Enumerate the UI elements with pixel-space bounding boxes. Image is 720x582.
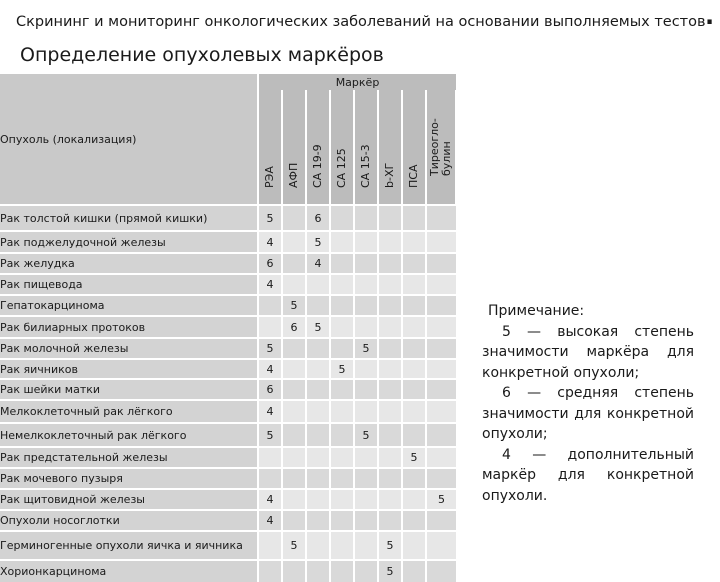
marker-value-cell bbox=[330, 423, 354, 447]
table-row bbox=[0, 253, 456, 274]
marker-value-cell: 5 bbox=[258, 205, 282, 231]
marker-value-cell bbox=[282, 274, 306, 295]
marker-value-cell bbox=[282, 205, 306, 231]
note-title: Примечание: bbox=[488, 303, 585, 319]
marker-value-cell bbox=[330, 253, 354, 274]
note-box bbox=[482, 301, 694, 506]
tumor-name: Гепатокарцинома bbox=[0, 295, 258, 316]
marker-name: ПСА bbox=[407, 164, 420, 188]
tumor-column-header: Опухоль (локализация) bbox=[0, 74, 258, 205]
marker-value-cell bbox=[306, 400, 330, 423]
marker-value-cell: 4 bbox=[258, 274, 282, 295]
marker-value-cell bbox=[306, 274, 330, 295]
marker-value-cell: 5 bbox=[354, 338, 378, 359]
marker-value-cell bbox=[426, 295, 456, 316]
marker-value-cell bbox=[282, 359, 306, 379]
tumor-name: Рак желудка bbox=[0, 253, 258, 274]
marker-header-8 bbox=[426, 90, 456, 205]
marker-value-cell: 5 bbox=[426, 489, 456, 510]
marker-value-cell bbox=[378, 231, 402, 253]
table-row bbox=[0, 423, 456, 447]
marker-value-cell bbox=[402, 423, 426, 447]
marker-value-cell bbox=[426, 359, 456, 379]
marker-value-cell bbox=[402, 316, 426, 338]
tumor-name: Рак толстой кишки (прямой кишки) bbox=[0, 205, 258, 231]
table-row bbox=[0, 338, 456, 359]
marker-value-cell bbox=[426, 274, 456, 295]
marker-name: РЭА bbox=[263, 166, 276, 188]
marker-value-cell: 4 bbox=[258, 400, 282, 423]
marker-value-cell: 4 bbox=[258, 489, 282, 510]
marker-value-cell: 5 bbox=[306, 316, 330, 338]
marker-header-6 bbox=[378, 90, 402, 205]
marker-value-cell bbox=[282, 560, 306, 582]
marker-header-1 bbox=[258, 90, 282, 205]
table-row bbox=[0, 447, 456, 468]
marker-value-cell bbox=[354, 468, 378, 489]
marker-value-cell bbox=[402, 468, 426, 489]
marker-value-cell: 5 bbox=[378, 531, 402, 560]
marker-value-cell bbox=[258, 560, 282, 582]
marker-value-cell bbox=[330, 468, 354, 489]
marker-value-cell bbox=[306, 489, 330, 510]
table-row bbox=[0, 295, 456, 316]
marker-value-cell bbox=[306, 447, 330, 468]
marker-value-cell bbox=[378, 423, 402, 447]
marker-value-cell bbox=[402, 295, 426, 316]
marker-value-cell bbox=[402, 379, 426, 400]
marker-value-cell bbox=[426, 468, 456, 489]
marker-value-cell bbox=[378, 489, 402, 510]
marker-value-cell bbox=[354, 489, 378, 510]
marker-value-cell bbox=[306, 468, 330, 489]
marker-value-cell: 4 bbox=[258, 359, 282, 379]
marker-value-cell bbox=[306, 531, 330, 560]
marker-value-cell bbox=[378, 253, 402, 274]
marker-value-cell: 5 bbox=[402, 447, 426, 468]
tumor-marker-table bbox=[0, 74, 457, 582]
marker-value-cell bbox=[354, 560, 378, 582]
tumor-name: Рак поджелудочной железы bbox=[0, 231, 258, 253]
marker-value-cell bbox=[330, 400, 354, 423]
marker-value-cell bbox=[426, 510, 456, 531]
table-row bbox=[0, 231, 456, 253]
marker-value-cell bbox=[426, 531, 456, 560]
marker-value-cell bbox=[306, 560, 330, 582]
marker-header-7 bbox=[402, 90, 426, 205]
marker-header-3 bbox=[306, 90, 330, 205]
marker-value-cell bbox=[258, 316, 282, 338]
table-row bbox=[0, 400, 456, 423]
marker-value-cell bbox=[282, 400, 306, 423]
marker-value-cell bbox=[378, 510, 402, 531]
marker-value-cell bbox=[354, 359, 378, 379]
marker-value-cell bbox=[426, 316, 456, 338]
marker-value-cell: 4 bbox=[306, 253, 330, 274]
marker-value-cell bbox=[282, 468, 306, 489]
marker-value-cell bbox=[354, 447, 378, 468]
marker-value-cell bbox=[330, 316, 354, 338]
tumor-name: Рак яичников bbox=[0, 359, 258, 379]
marker-value-cell bbox=[426, 400, 456, 423]
marker-value-cell bbox=[426, 423, 456, 447]
tumor-name: Рак мочевого пузыря bbox=[0, 468, 258, 489]
marker-value-cell: 5 bbox=[330, 359, 354, 379]
marker-value-cell bbox=[354, 316, 378, 338]
table-row bbox=[0, 274, 456, 295]
marker-value-cell bbox=[330, 489, 354, 510]
marker-value-cell bbox=[354, 510, 378, 531]
marker-value-cell bbox=[330, 531, 354, 560]
marker-value-cell bbox=[306, 423, 330, 447]
marker-value-cell bbox=[426, 560, 456, 582]
tumor-name: Мелкоклеточный рак лёгкого bbox=[0, 400, 258, 423]
marker-name: СА 15-3 bbox=[359, 144, 372, 188]
marker-value-cell: 5 bbox=[378, 560, 402, 582]
marker-value-cell bbox=[402, 400, 426, 423]
marker-value-cell bbox=[378, 379, 402, 400]
table-row bbox=[0, 510, 456, 531]
marker-value-cell bbox=[306, 295, 330, 316]
marker-value-cell bbox=[258, 531, 282, 560]
marker-value-cell bbox=[282, 510, 306, 531]
marker-header-5 bbox=[354, 90, 378, 205]
slide-subtitle: Определение опухолевых маркёров bbox=[20, 44, 384, 66]
marker-value-cell bbox=[402, 253, 426, 274]
tumor-name: Немелкоклеточный рак лёгкого bbox=[0, 423, 258, 447]
marker-value-cell bbox=[330, 379, 354, 400]
marker-group-header: Маркёр bbox=[258, 74, 456, 90]
table-row bbox=[0, 531, 456, 560]
marker-value-cell bbox=[330, 295, 354, 316]
marker-value-cell bbox=[378, 338, 402, 359]
marker-value-cell bbox=[378, 316, 402, 338]
marker-value-cell bbox=[354, 295, 378, 316]
marker-name: СА 125 bbox=[335, 148, 348, 188]
marker-value-cell bbox=[426, 205, 456, 231]
marker-value-cell: 5 bbox=[258, 423, 282, 447]
marker-value-cell bbox=[282, 489, 306, 510]
marker-value-cell bbox=[426, 379, 456, 400]
marker-value-cell bbox=[426, 231, 456, 253]
marker-value-cell bbox=[378, 295, 402, 316]
marker-value-cell: 5 bbox=[354, 423, 378, 447]
marker-value-cell bbox=[282, 338, 306, 359]
marker-value-cell: 5 bbox=[282, 295, 306, 316]
marker-value-cell bbox=[354, 400, 378, 423]
marker-value-cell bbox=[306, 338, 330, 359]
marker-value-cell bbox=[258, 447, 282, 468]
slide-title: Скрининг и мониторинг онкологических заболеваний на основании выполняемых тестов bbox=[16, 14, 706, 30]
table-row bbox=[0, 489, 456, 510]
marker-value-cell: 6 bbox=[306, 205, 330, 231]
tumor-name: Рак билиарных протоков bbox=[0, 316, 258, 338]
marker-name: СА 19-9 bbox=[311, 144, 324, 188]
marker-value-cell bbox=[282, 231, 306, 253]
table-row bbox=[0, 468, 456, 489]
tumor-name: Рак молочной железы bbox=[0, 338, 258, 359]
marker-value-cell bbox=[402, 205, 426, 231]
marker-value-cell bbox=[306, 510, 330, 531]
marker-value-cell: 4 bbox=[258, 231, 282, 253]
marker-value-cell bbox=[402, 510, 426, 531]
marker-value-cell bbox=[402, 231, 426, 253]
marker-value-cell bbox=[354, 531, 378, 560]
tumor-name: Рак пищевода bbox=[0, 274, 258, 295]
marker-value-cell bbox=[330, 231, 354, 253]
marker-value-cell bbox=[402, 560, 426, 582]
marker-value-cell bbox=[330, 510, 354, 531]
table-row bbox=[0, 379, 456, 400]
marker-value-cell bbox=[378, 468, 402, 489]
tumor-name: Хорионкарцинома bbox=[0, 560, 258, 582]
marker-value-cell bbox=[402, 359, 426, 379]
marker-header-4 bbox=[330, 90, 354, 205]
table-row bbox=[0, 316, 456, 338]
table-row bbox=[0, 359, 456, 379]
marker-value-cell bbox=[378, 400, 402, 423]
marker-value-cell bbox=[330, 338, 354, 359]
marker-value-cell: 6 bbox=[258, 379, 282, 400]
marker-value-cell bbox=[354, 253, 378, 274]
marker-value-cell: 6 bbox=[258, 253, 282, 274]
marker-value-cell bbox=[282, 447, 306, 468]
marker-value-cell: 6 bbox=[282, 316, 306, 338]
note-item-medium: 6 — средняя степень значимости для конкретной опухоли; bbox=[482, 385, 694, 442]
marker-name: b-ХГ bbox=[383, 162, 396, 188]
marker-value-cell bbox=[426, 447, 456, 468]
title-end-dot: . bbox=[705, 2, 715, 30]
marker-value-cell bbox=[330, 560, 354, 582]
marker-value-cell bbox=[378, 274, 402, 295]
tumor-name: Герминогенные опухоли яичка и яичника bbox=[0, 531, 258, 560]
note-item-additional: 4 — дополнительный маркёр для конкретной опухоли. bbox=[482, 446, 694, 504]
tumor-name: Опухоли носоглотки bbox=[0, 510, 258, 531]
marker-value-cell bbox=[402, 338, 426, 359]
marker-name: Тиреогло- булин bbox=[428, 118, 453, 176]
marker-value-cell bbox=[378, 359, 402, 379]
marker-value-cell bbox=[330, 274, 354, 295]
marker-value-cell bbox=[426, 338, 456, 359]
marker-value-cell bbox=[330, 205, 354, 231]
marker-value-cell: 4 bbox=[258, 510, 282, 531]
marker-header-2 bbox=[282, 90, 306, 205]
table-row bbox=[0, 560, 456, 582]
marker-name: АФП bbox=[287, 162, 300, 188]
marker-value-cell bbox=[378, 447, 402, 468]
marker-value-cell: 5 bbox=[306, 231, 330, 253]
marker-value-cell bbox=[306, 359, 330, 379]
marker-value-cell bbox=[354, 231, 378, 253]
marker-value-cell bbox=[402, 274, 426, 295]
table-row bbox=[0, 205, 456, 231]
marker-value-cell bbox=[258, 295, 282, 316]
marker-value-cell bbox=[426, 253, 456, 274]
marker-value-cell: 5 bbox=[258, 338, 282, 359]
marker-value-cell bbox=[402, 531, 426, 560]
marker-value-cell bbox=[258, 468, 282, 489]
marker-value-cell bbox=[354, 274, 378, 295]
marker-value-cell bbox=[330, 447, 354, 468]
marker-value-cell bbox=[282, 423, 306, 447]
tumor-name: Рак щитовидной железы bbox=[0, 489, 258, 510]
marker-value-cell bbox=[306, 379, 330, 400]
marker-value-cell bbox=[378, 205, 402, 231]
marker-value-cell bbox=[354, 379, 378, 400]
marker-value-cell bbox=[402, 489, 426, 510]
note-item-high: 5 — высокая степень значимости маркёра для конкретной опухоли; bbox=[482, 323, 694, 381]
tumor-name: Рак предстательной железы bbox=[0, 447, 258, 468]
marker-value-cell bbox=[354, 205, 378, 231]
marker-value-cell bbox=[282, 253, 306, 274]
tumor-name: Рак шейки матки bbox=[0, 379, 258, 400]
marker-value-cell bbox=[282, 379, 306, 400]
marker-value-cell: 5 bbox=[282, 531, 306, 560]
